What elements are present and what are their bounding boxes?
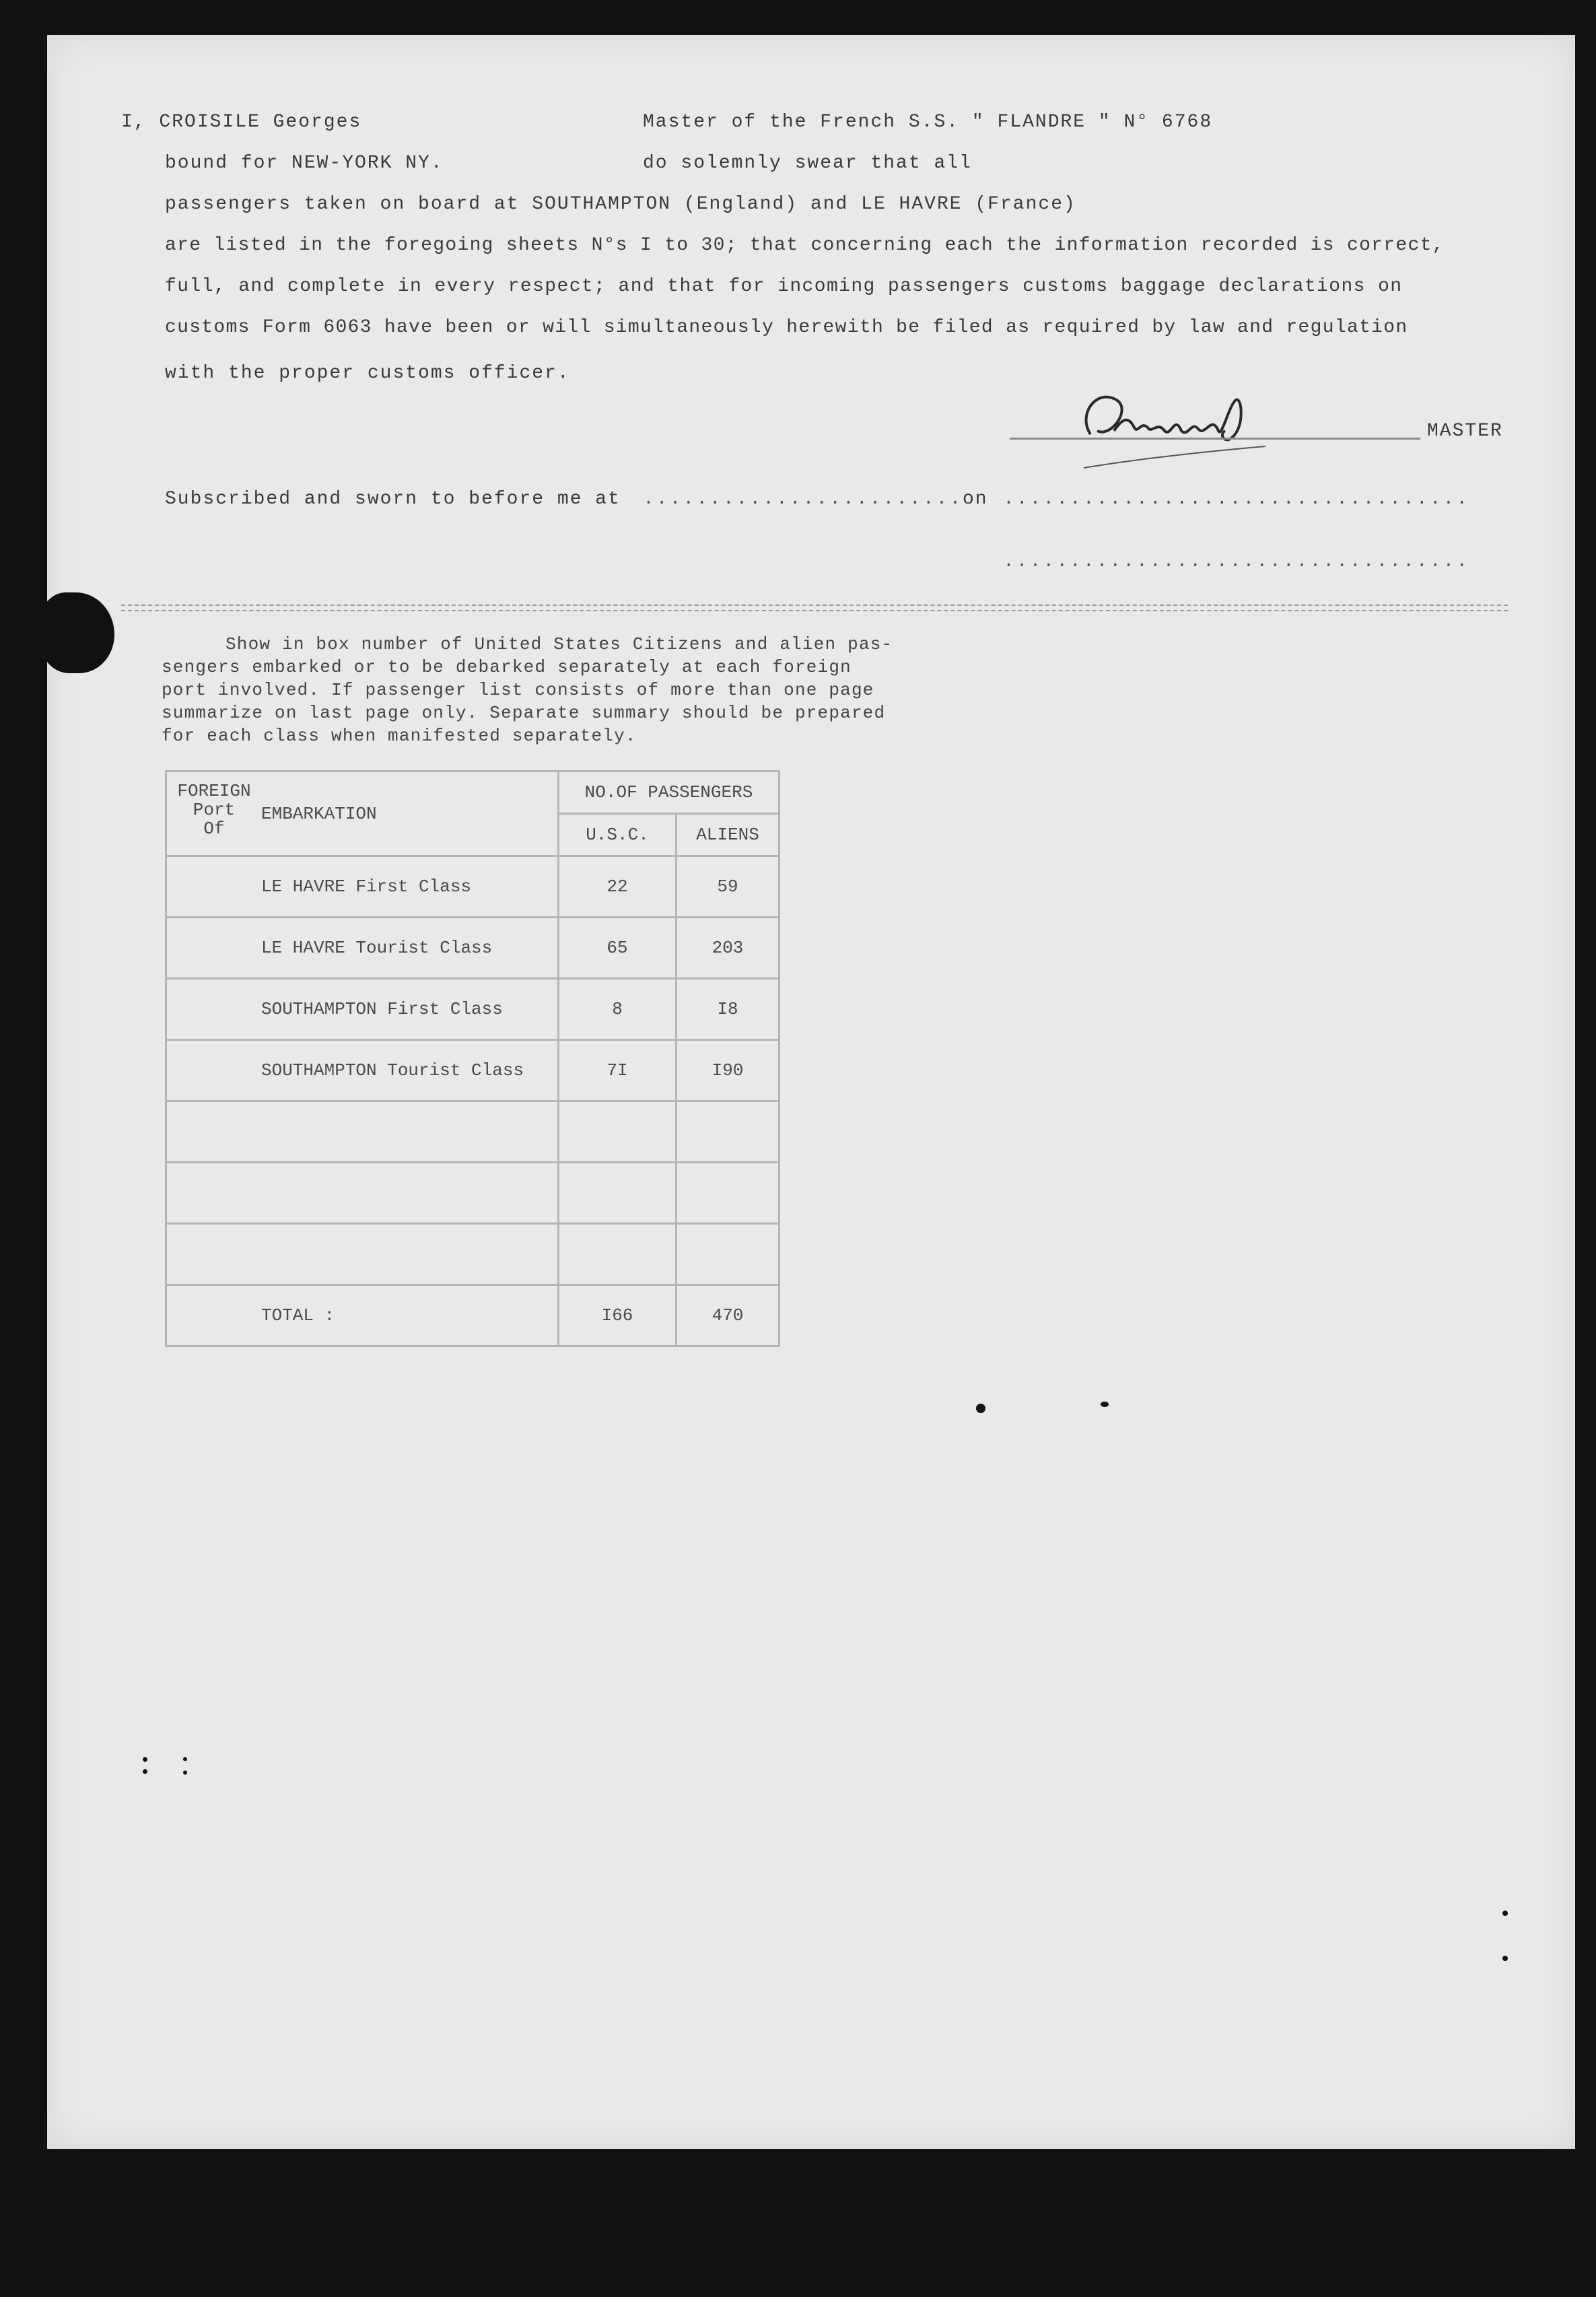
table-row bbox=[166, 1040, 779, 1101]
header-embarkation: EMBARKATION bbox=[261, 772, 559, 856]
header-port: Port bbox=[193, 800, 236, 820]
header-aliens: ALIENS bbox=[676, 814, 779, 856]
location-blank: ........................ bbox=[643, 489, 963, 510]
table-row bbox=[166, 979, 779, 1040]
oath-line-6: customs Form 6063 have been or will simultaneously herewith be filed as required by law and regulation bbox=[165, 317, 1408, 338]
speck bbox=[143, 1769, 147, 1774]
signature-line bbox=[1010, 438, 1420, 440]
row-embarkation: SOUTHAMPTON First Class bbox=[261, 979, 559, 1040]
oath-line-2-right: do solemnly swear that all bbox=[643, 153, 972, 174]
speck bbox=[1502, 1956, 1508, 1961]
speck bbox=[143, 1757, 147, 1762]
instruction-line: sengers embarked or to be debarked separately at each foreign bbox=[162, 657, 852, 677]
master-signature bbox=[1064, 374, 1286, 481]
instruction-line: port involved. If passenger list consists of more than one page bbox=[162, 680, 874, 700]
row-aliens: 59 bbox=[676, 856, 779, 918]
speck bbox=[1101, 1402, 1109, 1407]
instruction-line: for each class when manifested separately. bbox=[162, 726, 637, 746]
row-aliens: I90 bbox=[676, 1040, 779, 1101]
row-usc: 22 bbox=[559, 856, 676, 918]
row-embarkation: LE HAVRE First Class bbox=[261, 856, 559, 918]
passenger-summary-table bbox=[165, 770, 780, 1347]
total-usc: I66 bbox=[559, 1285, 676, 1346]
oath-line-3: passengers taken on board at SOUTHAMPTON (England) and LE HAVRE (France) bbox=[165, 194, 1076, 215]
header-usc: U.S.C. bbox=[559, 814, 676, 856]
table-row-empty bbox=[166, 1101, 779, 1163]
instruction-line: Show in box number of United States Citizens and alien pas- bbox=[225, 634, 893, 654]
row-usc: 8 bbox=[559, 979, 676, 1040]
on-label: on bbox=[963, 489, 988, 510]
oath-line-7: with the proper customs officer. bbox=[165, 363, 570, 384]
row-usc: 7I bbox=[559, 1040, 676, 1101]
divider bbox=[121, 605, 1508, 606]
instructions bbox=[162, 633, 996, 747]
oath-line-1-left: I, CROISILE Georges bbox=[121, 112, 362, 133]
speck bbox=[976, 1404, 985, 1413]
subscribed-label: Subscribed and sworn to before me at bbox=[165, 489, 621, 510]
master-label: MASTER bbox=[1427, 421, 1503, 442]
table-row-empty bbox=[166, 1224, 779, 1285]
row-usc: 65 bbox=[559, 918, 676, 979]
speck bbox=[183, 1757, 187, 1761]
row-aliens: 203 bbox=[676, 918, 779, 979]
header-no-of-passengers: NO.OF PASSENGERS bbox=[559, 772, 779, 814]
total-label: TOTAL : bbox=[261, 1285, 559, 1346]
instruction-line: summarize on last page only. Separate summary should be prepared bbox=[162, 703, 886, 723]
speck bbox=[1502, 1911, 1508, 1916]
speck bbox=[183, 1771, 187, 1775]
divider-2 bbox=[121, 610, 1508, 611]
scan-border bbox=[0, 2161, 1596, 2297]
table-total-row bbox=[166, 1285, 779, 1346]
ink-blot bbox=[40, 592, 114, 673]
date-blank: ................................... bbox=[1003, 489, 1470, 510]
oath-line-4: are listed in the foregoing sheets N°s I to 30; that concerning each the information recorded is correct, bbox=[165, 235, 1445, 256]
header-of: Of bbox=[203, 819, 225, 839]
header-foreign-port bbox=[166, 772, 262, 856]
oath-line-5: full, and complete in every respect; and that for incoming passengers customs baggage declarations on bbox=[165, 276, 1403, 297]
row-aliens: I8 bbox=[676, 979, 779, 1040]
oath-line-1-right: Master of the French S.S. " FLANDRE " N° 6768 bbox=[643, 112, 1213, 133]
oath-line-2-left: bound for NEW-YORK NY. bbox=[165, 153, 444, 174]
table-row-empty bbox=[166, 1163, 779, 1224]
officer-blank: ................................... bbox=[1003, 551, 1470, 572]
total-aliens: 470 bbox=[676, 1285, 779, 1346]
table-row bbox=[166, 918, 779, 979]
table-row bbox=[166, 856, 779, 918]
row-embarkation: SOUTHAMPTON Tourist Class bbox=[261, 1040, 559, 1101]
row-embarkation: LE HAVRE Tourist Class bbox=[261, 918, 559, 979]
header-foreign: FOREIGN bbox=[177, 781, 251, 801]
